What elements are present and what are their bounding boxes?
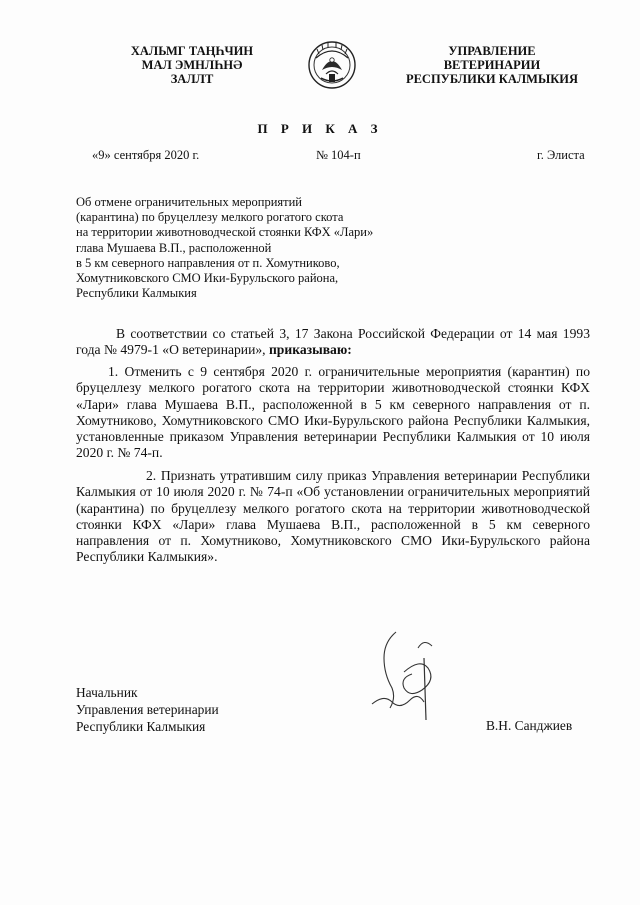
signer-position-line: Начальник xyxy=(76,685,138,700)
signer-position xyxy=(76,684,219,735)
header-left-line: ХАЛЬМГ ТАҢҺЧИН xyxy=(130,44,254,58)
order-city: г. Элиста xyxy=(537,148,585,162)
signer-position-line: Республики Калмыкия xyxy=(76,719,206,734)
header-right-line: ВЕТЕРИНАРИИ xyxy=(443,58,541,72)
intro-paragraph xyxy=(76,326,590,359)
intro-order-word: приказываю: xyxy=(268,342,352,358)
intro-text: В соответствии со статьей 3, 17 Закона Российской Федерации от 14 мая 1993 года № 4979-1 «О ветеринарии», xyxy=(76,326,590,358)
handwritten-signature-icon xyxy=(362,628,462,724)
header-left-line: ЗАЛЛТ xyxy=(170,72,214,86)
subject-line: Хомутниковского СМО Ики-Бурульского района, xyxy=(76,271,339,286)
subject-line: Об отмене ограничительных мероприятий xyxy=(76,195,303,209)
subject-line: в 5 км северного направления от п. Хомутниково, xyxy=(76,255,340,270)
subject-line: глава Мушаева В.П., расположенной xyxy=(76,240,272,255)
subject-line: Республики Калмыкия xyxy=(76,286,197,301)
header-left-kalmyk xyxy=(92,44,292,86)
signer-position-line: Управления ветеринарии xyxy=(76,702,219,717)
order-item-2: 2. Признать утратившим силу приказ Управления ветеринарии Республики Калмыкия от 10 июля 2020 г. № 74-п «Об установлении ограничительных мероприятий (карантина) по бруцеллезу мелкого рогатого скота на территории животноводческой стоянки КФХ «Лари» глава Мушаева В.П., расположенной в 5 км северного направления от п. Хомутниково, Хомутниковского СМО Ики-Бурульского района Республики Калмыкия». xyxy=(76,468,590,565)
header-right-russian xyxy=(392,44,592,86)
subject-line: на территории животноводческой стоянки КФХ «Лари» xyxy=(76,225,374,240)
coat-of-arms-icon xyxy=(304,34,360,94)
document-title: П Р И К А З xyxy=(257,121,383,136)
order-subject xyxy=(76,195,373,301)
subject-line: (карантина) по бруцеллезу мелкого рогатого скота xyxy=(76,210,344,225)
header-right-line: РЕСПУБЛИКИ КАЛМЫКИЯ xyxy=(405,72,579,86)
signer-name: В.Н. Санджиев xyxy=(486,718,573,733)
order-item-1: 1. Отменить с 9 сентября 2020 г. ограничительные мероприятия (карантин) по бруцеллезу мелкого рогатого скота на территории животноводческой стоянки КФХ «Лари» глава Мушаева В.П., расположенной в 5 км северного направления от п. Хомутниково, Хомутниковского СМО Ики-Бурульского района Республики Калмыкия, установленные приказом Управления ветеринарии Республики Калмыкия от 10 июля 2020 г. № 74-п. xyxy=(76,364,590,461)
order-number: № 104-п xyxy=(316,148,361,162)
header-right-line: УПРАВЛЕНИЕ xyxy=(448,44,536,58)
order-date: «9» сентября 2020 г. xyxy=(92,148,200,162)
header-left-line: МАЛ ЭМНЛҺНƏ xyxy=(141,58,243,72)
